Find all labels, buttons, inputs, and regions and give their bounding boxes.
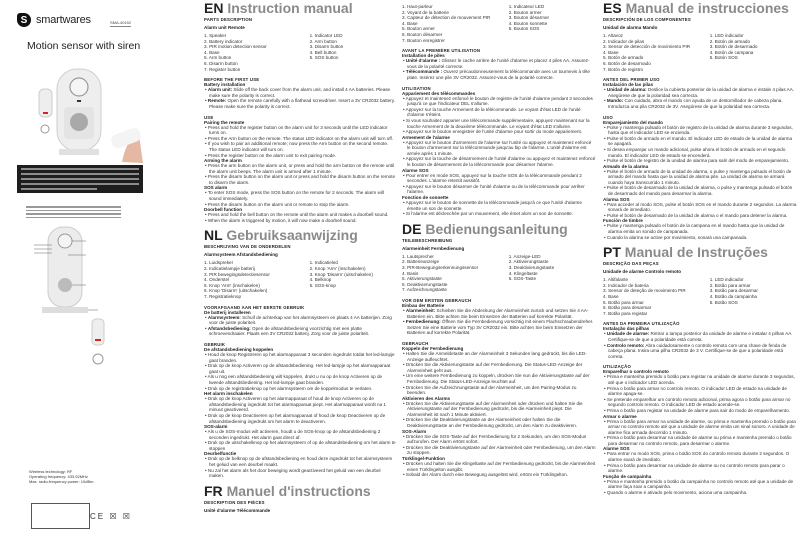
part-item [310,260,373,299]
bullet-item: • Unidade de alarme: Retirar a tampa posterior da unidade de alarme e instalar 4 pilhas AA. Certifique-se de que a polaridade está correta. [604,331,793,342]
subheading: Função de campainha [603,473,652,479]
part-item: 3. Sensor de deteção de movimento PIR [603,288,686,294]
subheading: SOS-alarm [204,424,228,430]
section-pt [603,244,797,495]
bullet-item: • Druk op de knop Deactiveren op het alarmapparaat of houd de knop Deactiveren op de afstandsbediening ingedrukt om het alarm te deactiveren. [205,412,386,424]
part-item: 3. Botão para desarmar [709,288,758,294]
part-item: 2. Botão para armar [709,282,751,288]
parts-diagram [30,225,140,395]
bullet-item: • Appuyez sur la touche de désarmement de l'unité d'alarme ou appuyez et maintenez enfoncé le bouton de désarmement de la télécommande pour désarmer l'alarme. [403,156,596,168]
part-item: 7. Botón de registro [603,66,644,72]
bullet-item: • Prima o botão para armar na unidade de alarme, ou prima e mantenha premido o botão para armar no controlo remoto até que a unidade de alarme emita um sinal sonoro. A unidade de alarme fica armada decorrido 1 minuto. [604,418,796,435]
bullet-item: • Houd de knop Registreren op het alarmapparaat 3 seconden ingedrukt totdat het led-lampje gaat branden. [205,351,395,363]
bullet-item: • Cuando la alarma se active por movimiento, sonará una campanada. [604,234,748,240]
subheading: Instalación de las pilas [603,82,654,88]
section-heading: USO [603,114,613,120]
part-item: 3. PIR bewegingsdetectiesensor [204,271,270,277]
part-item: 2. Voyant de la batterie [402,9,449,15]
part-item: 1. LED indicador [709,33,744,38]
part-item: 7. Register button [204,66,241,72]
bullet-item: • Druk op de knop Activeren op de afstandsbediening. Het led-lampje op het alarmapparaat gaat uit. [205,363,391,374]
brand [17,13,91,27]
bullet-item: • Sobald der Alarm durch eine Bewegung ausgelöst wird, ertönt ein Türklingelton. [403,472,568,478]
rating-label [31,503,90,529]
part-item: 1. Luidspreker [204,260,234,266]
bullet-item: • Pulse el botón de armado de la unidad de alarma, o pulse y mantenga pulsado el botón de armado del mando hasta que la unidad de alarma pite. La unidad de alarma se armará cuando haya transcurrido 1 minuto. [604,168,792,185]
subheading: Türklingel-Funktion [402,456,445,462]
lang-heading: EN Instruction manual [204,0,353,16]
part-item: 1. Altifalante [603,277,629,283]
bullet-item: • Appuyez et maintenez enfoncé le bouton de registre de l'unité d'alarme pendant 3 secondes jusqu'à ce que l'indicateur DEL s'allume. [403,95,593,107]
subheading: Alarme SOS [603,446,630,452]
section-heading: UTILISATION [402,85,431,91]
subheading: Pairing the remote [204,119,245,125]
part-item: 3. Disarm button [309,44,344,50]
part-item: 5. SOS-Taste [508,276,537,282]
part-item: 5. Bouton armer [402,26,435,32]
parts-list [204,33,396,72]
part-item: 5. Aktivierungstaste [402,276,442,282]
part-item: 4. Bell button [309,49,337,55]
bullet-item: • Press the disarm button on the alarm unit or press and hold the disarm button on the remote to disarm the alarm. [205,174,396,185]
bullet-item: • Press the disarm button on the alarm unit or remote to stop the alarm. [205,201,350,207]
subheading: Unidad de alarma Mando [603,25,658,30]
subheading: Appariement des télécommandes [402,90,476,96]
subheading: Armement de l'alarme [402,134,450,140]
section-es [603,0,797,240]
lang-heading: FR Manuel d'instructions [204,482,371,499]
part-item: 1. Anzeige-LED [508,253,541,259]
bullet-item: • Appuyez sur le bouton désarmer de l'unité d'alarme ou de la télécommande pour arrêter l'alarme. [403,183,585,195]
subheading: Deurbelfunctie [204,451,237,457]
bullet-item: • Drücken und halten Sie die Klingeltaste auf der Fernbedienung gedrückt, bis die Alarmeinheit einen Türklingelton ausgibt. [403,461,596,472]
section-fr-heading [204,483,396,513]
bullet-item: • Druk op de uitschakelknop op het alarmsysteem of op de afstandsbediening om het alarm te stoppen [205,440,396,451]
part-item: 5. Botón SOS [709,55,738,61]
part-item: 2. Battery indicator [204,38,243,44]
part-item: 2. Botón de armado [709,38,751,44]
bullet-item: • Press the arm button on the alarm unit, or press and hold the arm button on the remote until the alarm unit beeps. The alarm unit is armed after 1 minute. [205,163,395,174]
bullet-item: • Appuyez sur le bouton enregistrer de l'unité d'alarme pour sortir du mode appariement. [403,129,583,135]
bullet-item: • Press and hold the register button on the alarm unit for 3 seconds until the LED indicator turns on. [205,124,388,136]
section-heading: PARTS DESCRIPTION [204,17,253,22]
part-item: 4. Botão da campainha [709,294,757,299]
part-item: 7. Aufzeichnungstaste [402,287,447,293]
part-item [310,33,344,72]
part-item: 1. Indicateur LED [508,4,545,9]
part-item: 3. PIR motion detection sensor [204,44,267,50]
part-item: 1. LED indicador [709,277,744,283]
section-heading: USE [204,114,214,120]
part-item: 7. Registratieknop [204,294,242,299]
bullet-item: • Pulse el botón de desarmado de la unidad de alarma, o pulse y mantenga pulsado el botón de desarmado del mando para desarmar la alarma. [604,185,793,197]
subheading: De batterij installeren [204,309,251,315]
part-item: 7. Bouton enregistrer [402,37,445,43]
bullet-item: • Si l'alarme est déclenchée par un mouvement, elle émet alors un son de sonnette. [403,211,574,217]
part-item: 6. Bouton désarmer [402,31,443,37]
section-fr [402,0,596,217]
subheading: Unidade de alarme Controlo remoto [603,269,682,275]
part-item: 1. Indicator LED [309,33,343,38]
part-item: 4. Base [603,294,619,299]
parts-list [402,4,596,43]
section-heading: AVANT LA PREMIÈRE UTILISATION [402,48,481,54]
part-item: 7. Botão para registar [603,310,648,316]
part-item [603,277,710,316]
part-item: 4. Base [603,49,619,55]
part-item: 2. Indicador de pilas [603,38,645,44]
bullet-item: • Mando: Con cuidado, abra el mando con ayuda de un destornillador de cabeza plana. Introduzca una pila CR2032 de 3V. Asegúrese de que la polaridad sea correcta. [604,98,783,109]
subheading: Fonction de sonnette [402,195,449,201]
part-item: 6. Disarm button [204,60,238,66]
subheading: SOS alarm [204,185,228,191]
bullet-item: • Drücken Sie die Aktivierungstaste auf der Fernbedienung. Die Status-LED-Anzeige der Alarmeinheit geht aus. [403,362,583,373]
subheading: Installation de piles [402,53,445,59]
bullet-item: • Drücken Sie die Deaktivierungstaste auf der Alarmeinheit oder Fernbedienung, um den Alarm zu stoppen. [403,444,596,456]
part-item: 5. Botão para armar [603,299,644,305]
bullet-item: • Alarmeinheit: Schieben Sie die Abdeckung der Alarmeinheit zurück und setzen Sie 4 AA-Batterien ein. Bitte achten Sie beim Einsetzen der Batterien auf korrekte Polarität. [403,307,589,319]
bullet-item: • Fernbedienung: Öffnen Sie die Fernbedienung vorsichtig mit einem Flachschraubendreher. Setzen Sie eine Batterie vom Typ 3V CR2032 ein. Bitte achten Sie beim Einsetzen der Batterien auf korrekte Polarität. [403,319,594,336]
bullet-item: • Um eine weitere Fernbedienung zu koppeln, drücken Sie nun die Aktivierungstaste auf der Fernbedienung. Die Status-LED-Anzeige leuchtet auf. [403,373,590,384]
bullet-item: • Appuyez sur le bouton d'armement de l'alarme sur l'unité ou appuyez et maintenez enfoncé le bouton d'armement sur la télécommande jusqu'au bip de l'alarme. L'unité d'alarme est armée après 1 minute. [403,139,592,156]
subheading: Armar o alarme [603,413,637,419]
part-item: 4. Onderstel [204,277,230,283]
part-item: 3. Knop 'Disarm' (uitschakelen) [309,271,373,277]
bullet-item: • Pulse y mantenga pulsado el botón de registro de la unidad de alarma durante 3 segundos, hasta que el indicador LED se encienda. [604,124,793,136]
lang-heading: PT Manual de Instruções [603,244,768,261]
bullet-item: • Télécommande : Ouvrez précautionneusement la télécommande avec un tournevis à tête plate. Insérez une pile 3V CR2032. Assurez-vous de la polarité correcte. [403,69,590,80]
subheading: Alarmeinheit Fernbedienung [402,245,465,251]
bullet-item: • Druk op de registratieknop op het alarmsysteem om de koppelmodus te verlaten. [205,385,373,391]
part-item: 2. Knop 'Arm' (inschakelen) [309,266,366,272]
product-title: Motion sensor with siren [27,40,141,52]
model-number: SMA-40152 [110,20,132,25]
bullet-item: • Prima o botão para desarmar na unidade de alarme ou no controlo remoto para parar o alarme. [604,462,785,474]
column-es-pt [603,0,797,496]
part-item: 5. Bouton SOS [508,26,540,32]
bullet-item: • Quando o alarme é ativado pelo movimento, aciona uma campainha. [604,490,748,496]
section-heading: ANTES DEL PRIMER USO [603,77,660,83]
column-fr-de [402,0,596,478]
bullet-item: • Unidad de alarma: Deslice la cubierta posterior de la unidad de alarma e instale 4 pilas AA. Asegúrese de que la polaridad sea correcta. [604,87,795,98]
subheading: Alarma SOS [603,196,630,202]
smartwares-logo-icon: S [17,13,31,27]
part-item: 1. Indicatieled [309,260,338,266]
part-item: 4. Bouton sonnette [508,20,548,26]
bullet-item: • Prima o botão para desarmar na unidade de alarme ou prima e mantenha premido o botão para desarmar no controlo remoto, para desarmar o alarme. [604,435,792,446]
part-item [710,33,758,72]
subheading: Koppeln der Fernbedienung [402,345,464,351]
subheading: SOS-Alarm [402,428,427,434]
subheading: Doorbell function [204,207,243,213]
part-item: 5. Botón de armado [603,55,644,61]
subheading: Aktivieren des Alarms [402,395,451,401]
part-item: 4. Klingeltaste [508,270,538,276]
bullet-item: • Press the Arm button on the remote. The status LED indicator on the alarm unit will turn off. [205,135,394,141]
bullet-item: • Se pretende emparelhar um controlo remoto adicional, prima agora o botão para armar no segundo controlo remoto. O indicador LED de estado acende-se. [604,396,791,408]
parts-list [402,254,596,293]
specs: Wireless technology: RF Operating frequency: 433.92MHz Max. radio-frequency power: 10dBm [29,469,94,484]
part-item: 3. Sensor de detección de movimiento PIR [603,44,691,50]
subheading: Función de timbre [603,218,643,224]
bullet-item: • When the alarm is triggered by motion, it will now make a doorbell sound. [205,217,357,223]
part-item: 5. SOS-knop [309,282,336,288]
bullet-item: • Drücken Sie die Aufzeichnungstaste auf der Alarmeinheit, um den Pairing-Modus zu beenden. [403,384,577,396]
bullet-item: • Controlo remoto: Abra cuidadosamente o controlo remoto com uma chave de fenda de cabeça plana. Insira uma pilha CR2032 de 3 V. Certifique-se de que a polaridade está correta. [604,342,787,359]
cover-column [0,0,198,544]
fine-print [26,206,121,220]
section-heading: GEBRUIK [204,341,226,347]
section-heading: TEILEBESCHREIBUNG [402,237,453,243]
subheading: Alarmsysteem Afstandsbediening [204,252,278,258]
brand-name: smartwares [36,14,91,26]
subheading: Armado de la alarma [603,163,649,169]
section-heading: GEBRAUCH [402,340,429,346]
subheading: Het alarm inschakelen [204,391,253,397]
part-item: 2. Arm button [309,38,337,44]
subheading: Emparelhar o controlo remoto [603,369,669,375]
bullet-item: • Drücken Sie die Aktivierungstaste auf der Alarmeinheit oder drücken und halten Sie die Aktivierungstaste auf der Fernbedienung gedrückt, bis die Alarmeinheit piept. Die Alarmeinheit ist nach 1 Minute aktiviert. [403,400,583,417]
bullet-item: • Als u de SOS-modus wilt activeren, houdt u de SOS-knop op de afstandsbediening 2 seconden ingedrukt. Het alarm gaat direct af. [205,429,381,440]
part-item: 1. Haut-parleur [402,4,433,9]
part-item: 6. Deaktivierungstaste [402,281,448,287]
lang-heading: ES Manual de instrucciones [603,0,789,16]
caption-box [17,165,143,193]
section-heading: BEFORE THE FIRST USE [204,77,260,83]
part-item [204,33,310,72]
subheading: Emparejamiento del mando [603,119,663,125]
part-item: 3. Bouton désarmer [508,15,550,21]
part-item: 1. Lautsprecher [402,253,434,259]
lang-heading: NL Gebruiksaanwijzing [204,227,358,244]
part-item: 4. Belknop [309,277,332,283]
bullet-item: • Pulse el botón de armado en el mando. El indicador LED de estado de la unidad de alarma se apagará. [604,135,793,147]
part-item: 4. Basis [402,270,419,276]
section-heading: BESCHRIJVING VAN DE ONDERDELEN [204,244,291,250]
part-item: 6. Botão para desarmar [603,305,652,311]
bullet-item: • Appuyez sur le bouton de sonnette de la télécommande jusqu'à ce que l'unité d'alarme émette un son de sonnette. [403,200,582,211]
column-en-nl [204,0,396,513]
part-item [603,33,710,72]
bullet-item: • Pour entrer en mode SOS, appuyez sur la touche SOS de la télécommande pendant 2 secondes. L'alarme retentit aussitôt. [403,172,582,184]
bullet-item: • Press the register button on the alarm unit to exit pairing mode. [205,152,337,158]
section-heading: VOR DEM ERSTEN GEBRAUCH [402,297,472,303]
bullet-item: • Unité d'alarme : Glissez le cache arrière de l'unité d'alarme et placez 4 piles AA. Assurez-vous de la polarité correcte. [403,58,590,69]
part-item: 5. Arm button [204,55,232,61]
bullet-item: • Press and hold the bell button on the remote until the alarm unit makes a doorbell sound. [205,212,389,218]
part-item: 4. Base [402,20,418,26]
part-item: 2. Batterieanzeige [402,259,440,265]
part-item: 6. Botón de desarmado [603,60,651,66]
bullet-item: • Prima e mantenha premido o botão da campainha no controlo remoto até que a unidade de alarme faça soar a campainha. [604,478,794,490]
part-item: 4. Botón de campana [709,49,754,55]
section-heading: DESCRIPTION DES PIÈCES [204,499,265,505]
bullet-item: • Remote: Open the remote carefully with a flathead screwdriver. Insert a 3V CR2032 battery. Please make sure the polarity is correct. [205,98,395,109]
bullet-item: • Para acceder al modo SOS, pulse el botón SOS en el mando durante 2 segundos. La alarma sonará de inmediato. [604,201,797,213]
part-item: 3. Botón de desarmado [709,44,758,50]
part-item: 5. Knop 'Arm' (inschakelen) [204,282,260,288]
part-item: 3. Capteur de détection de mouvement PIR [402,15,491,21]
part-item: 5. Botão SOS [709,299,738,305]
part-item: 2. Indicatielampje batterij [204,266,255,272]
bullet-item: • Prima o botão para registar na unidade de alarme para sair do modo de emparelhamento. [604,407,790,413]
bullet-item: • Afstandsbediening: Open de afstandsbediening voorzichtig met een platte schroevendraaier. Plaats een 3V CR2032 batterij. Zorg voor de juiste polariteit. [205,325,370,337]
part-item [402,4,509,43]
bullet-item: • Si vous souhaitez apparier une télécommande supplémentaire, appuyez maintenant sur la touche Armement de la deuxième télécommande. Le voyant d'état LED s'allume. [403,117,590,129]
subheading: Battery installation [204,82,246,88]
part-item: 1. Speaker [204,33,227,38]
bullet-item: • Pulse y mantenga pulsado el botón de la campana en el mando hasta que la unidad de alarma emita un sonido de campanada. [604,223,785,235]
subheading: Einbau der Batterie [402,302,445,308]
subheading: Arming the alarm [204,158,242,164]
part-item [509,4,549,43]
part-item: 4. Base [204,49,220,55]
part-item [204,260,310,299]
part-item: 2. Indicador de bateria [603,282,649,288]
section-en [204,0,396,223]
bullet-item: • Appuyez sur la touche Armement de la télécommande. Le voyant d'état LED de l'unité d'alarme s'éteint. [403,106,581,118]
bullet-item: • Si desea emparejar un mando adicional, pulse ahora el botón de armado en el segundo mando. El indicador LED de estado se encenderá. [604,146,786,158]
part-item: 6. Knop 'Disarm' (uitschakelen) [204,288,268,294]
ce-weee-marks-icon: CE ☒ ☒ [90,512,132,521]
bullet-item: • If you wish to pair an additional remote; now press the Arm button on the second remote. The status LED indicator will turn on. [205,141,389,152]
part-item: 1. Altavoz [603,33,623,38]
bullet-item: • Para entrar no modo SOS, prima o botão SOS do controlo remoto durante 2 segundos. O alarme soará de imediato. [604,451,790,463]
section-de [402,221,596,478]
subheading: Instalação das pilhas [603,326,650,332]
part-item [509,254,554,293]
section-heading: UTILIZAÇÃO [603,364,632,370]
bullet-item: • Druk op de knop Activeren op het alarmapparaat of houd de knop Activeren op de afstandsbediening ingedrukt tot het alarmapparaat piept. Het alarmapparaat wordt na 1 minuut geactiveerd. [205,396,386,413]
section-heading: VOORAFGAAND AAN HET EERSTE GEBRUIK [204,304,305,310]
part-item [710,277,758,316]
bullet-item: • Drücken Sie die Deaktivierungstaste an der Alarmeinheit oder halten Sie die Deaktivierungstaste an der Fernbedienung gedrückt, um den Alarm zu deaktivieren. [403,417,578,429]
bullet-item: • Als u nog een afstandsbediening wilt koppelen, drukt u nu op de knop Activeren op de tweede afstandsbediening. Het led-lampje gaat branden. [205,374,383,385]
bullet-item: • To enter SOS mode, press the SOS button on the remote for 2 seconds. The alarm will sound immediately. [205,190,384,202]
bullet-item: • Prima o botão para armar no controlo remoto. O indicador LED de estado na unidade de alarme apaga-se. [604,385,787,397]
subheading: Alarme SOS [402,167,429,173]
bullet-item: • Pulse el botón de registro de la unidad de alarma para salir del modo de emparejamiento. [604,158,790,164]
part-item: 2. Aktivierungstaste [508,259,549,265]
section-nl [204,227,396,478]
bullet-item: • Nu zal het alarm als het door beweging wordt geactiveerd het geluid van een deurbel maken. [205,467,381,479]
part-item [402,254,509,293]
section-heading: DESCRIPCIÓN DE LOS COMPONENTES [603,17,691,22]
part-item: 2. Bouton armer [508,9,542,15]
bullet-item: • Alarmsysteem: Schuif de achterkap van het alarmsysteem en plaats 4 AA batterijen. Zorg voor de juiste polariteit. [205,314,392,326]
parts-list [603,33,797,72]
parts-list [603,277,797,316]
subheading: Alarm unit Remote [204,25,245,30]
part-item: 3. Deaktivierungstaste [508,265,555,270]
bullet-item: • Prima e mantenha premido o botão para registar na unidade de alarme durante 3 segundos, até que o indicador LED acenda. [604,374,795,385]
section-heading: DESCRIÇÃO DAS PEÇAS [603,261,659,267]
bullet-item: • Alarm unit: Slide off the back cover from the alarm unit, and install 4 AA batteries. Please make sure the polarity is correct. [205,87,391,98]
lang-heading: DE Bedienungsanleitung [402,220,568,237]
part-item: 5. SOS button [309,55,339,61]
bullet-item: • Pulse el botón de desarmado de la unidad de alarma o el mando para detener la alarma. [604,212,788,218]
section-heading: ANTES DA PRIMEIRA UTILIZAÇÃO [603,321,680,327]
subheading: De afstandsbediening koppelen [204,346,274,352]
subheading: Unité d'alarme Télécommande [204,507,271,513]
bullet-item: • Halten Sie die Anmeldetaste an der Alarmeinheit 3 Sekunden lang gedrückt, bis die LED-Anzeige aufleuchtet. [403,350,587,362]
part-item: 3. PIR-Bewegungserkennungssensor [402,265,479,270]
parts-list [204,260,396,299]
bullet-item: • Druk op de belknop op de afstandsbediening en houd deze ingedrukt tot het alarmsysteem het geluid van een deurbel maakt. [205,456,393,468]
bullet-item: • Drücken Sie die SOS-Taste auf der Fernbedienung für 2 Sekunden, um den SOS-Modus aufzurufen. Der Alarm ertönt sofort. [403,433,587,445]
